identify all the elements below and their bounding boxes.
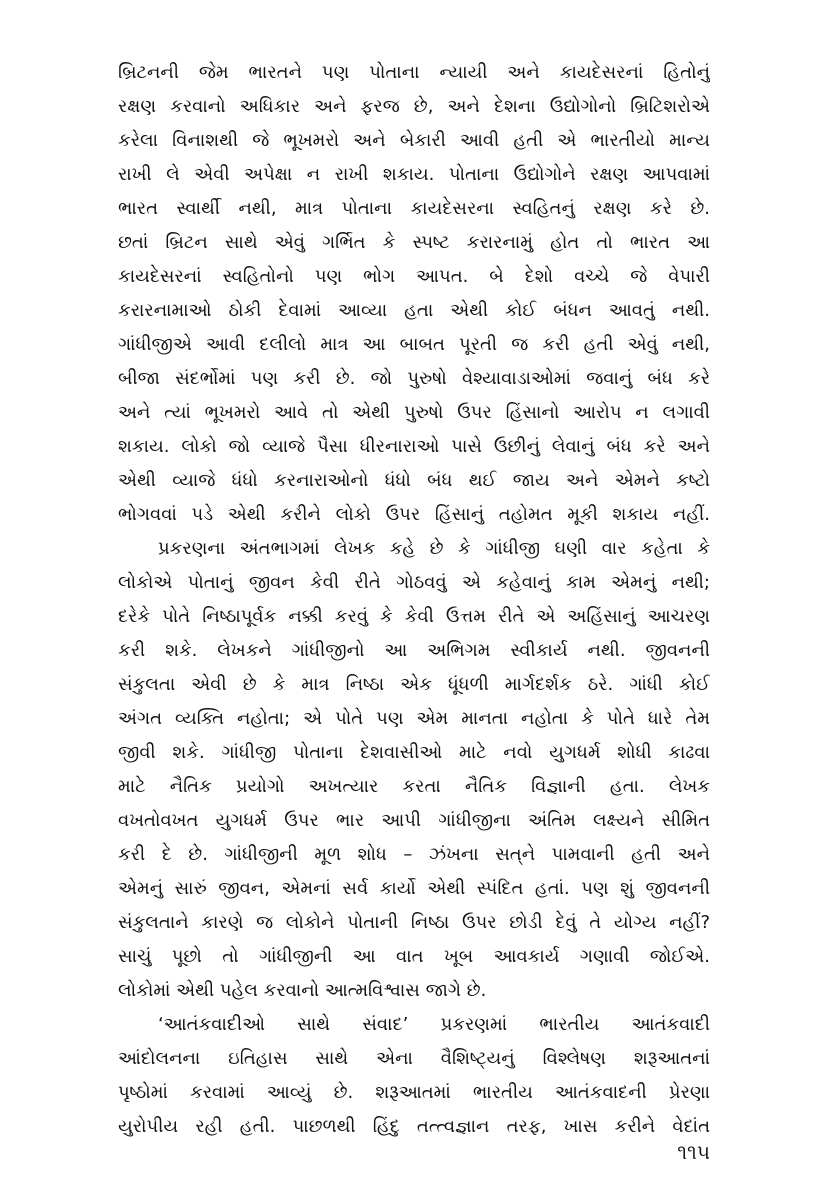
- text-line: સંકુલતા એવી છે કે માત્ર નિષ્ઠા એક ધૂંધળી માર્ગદર્શક ઠરે. ગાંધી કોઈ: [118, 674, 710, 695]
- text-line: શકાય. લોકો જો વ્યાજે પૈસા ધીરનારાઓ પાસે ઉછીનું લેવાનું બંધ કરે અને: [118, 436, 710, 457]
- paragraph-first-line: પ્રકરણના અંતભાગમાં લેખક કહે છે કે ગાંધીજી ઘણી વાર કહેતા કે: [158, 538, 710, 559]
- text-line: રક્ષણ કરવાનો અધિકાર અને ફરજ છે, અને દેશના ઉદ્યોગોનો બ્રિટિશરોએ: [118, 96, 710, 117]
- text-line: કાયદેસરનાં સ્વહિતોનો પણ ભોગ આપત. બે દેશો વચ્ચે જે વેપારી: [118, 266, 710, 287]
- text-line: આંદોલનના ઇતિહાસ સાથે એના વૈશિષ્ટ્યનું વિશ્લેષણ શરૂઆતનાં: [118, 1048, 710, 1069]
- text-line: સાચું પૂછો તો ગાંધીજીની આ વાત ખૂબ આવકાર્ય ગણાવી જોઈએ.: [118, 946, 710, 967]
- text-line: કરારનામાઓ ઠોકી દેવામાં આવ્યા હતા એથી કોઈ બંધન આવતું નથી.: [118, 300, 710, 321]
- text-line: સંકુલતાને કારણે જ લોકોને પોતાની નિષ્ઠા ઉપર છોડી દેવું તે યોગ્ય નહીં?: [118, 912, 710, 933]
- text-line: યુરોપીય રહી હતી. પાછળથી હિંદુ તત્ત્વજ્ઞાન તરફ, ખાસ કરીને વેદાંત: [118, 1116, 710, 1137]
- text-line: લોકોએ પોતાનું જીવન કેવી રીતે ગોઠવવું એ કહેવાનું કામ એમનું નથી;: [118, 572, 710, 593]
- text-line: વખતોવખત યુગધર્મ ઉપર ભાર આપી ગાંધીજીના અંતિમ લક્ષ્યને સીમિત: [118, 810, 710, 831]
- paragraph-last-line: લોકોમાં એથી પહેલ કરવાનો આત્મવિશ્વાસ જાગે છે.: [118, 980, 487, 1001]
- text-line: કરેલા વિનાશથી જે ભૂખમરો અને બેકારી આવી હતી એ ભારતીયો માન્ય: [118, 130, 710, 151]
- text-line: કરી શકે. લેખકને ગાંધીજીનો આ અભિગમ સ્વીકાર્ય નથી. જીવનની: [118, 640, 710, 661]
- text-line: ભોગવવાં પડે એથી કરીને લોકો ઉપર હિંસાનું તહોમત મૂકી શકાય નહીં.: [118, 504, 710, 525]
- text-line: કરી દે છે. ગાંધીજીની મૂળ શોધ – ઝંખના સત્‌ને પામવાની હતી અને: [118, 844, 710, 865]
- text-line: અંગત વ્યક્તિ નહોતા; એ પોતે પણ એમ માનતા નહોતા કે પોતે ધારે તેમ: [118, 708, 710, 729]
- text-line: બીજા સંદર્ભોમાં પણ કરી છે. જો પુરુષો વેશ્યાવાડાઓમાં જવાનું બંધ કરે: [118, 368, 710, 389]
- text-line: બ્રિટનની જેમ ભારતને પણ પોતાના ન્યાયી અને કાયદેસરનાં હિતોનું: [118, 62, 710, 83]
- text-line: ગાંધીજીએ આવી દલીલો માત્ર આ બાબત પૂરતી જ કરી હતી એવું નથી,: [118, 334, 710, 355]
- text-line: રાખી લે એવી અપેક્ષા ન રાખી શકાય. પોતાના ઉદ્યોગોને રક્ષણ આપવામાં: [118, 164, 710, 185]
- text-line: જીવી શકે. ગાંધીજી પોતાના દેશવાસીઓ માટે નવો યુગધર્મ શોધી કાઢવા: [118, 742, 710, 763]
- text-line: ભારત સ્વાર્થી નથી, માત્ર પોતાના કાયદેસરના સ્વહિતનું રક્ષણ કરે છે.: [118, 198, 710, 219]
- text-line: એમનું સારું જીવન, એમનાં સર્વ કાર્યો એથી સ્પંદિત હતાં. પણ શું જીવનની: [118, 878, 710, 899]
- text-line: છતાં બ્રિટન સાથે એવું ગર્ભિત કે સ્પષ્ટ કરારનામું હોત તો ભારત આ: [118, 232, 710, 253]
- text-line: અને ત્યાં ભૂખમરો આવે તો એથી પુરુષો ઉપર હિંસાનો આરોપ ન લગાવી: [118, 402, 710, 423]
- text-line: એથી વ્યાજે ધંધો કરનારાઓનો ધંધો બંધ થઈ જાય અને એમને કષ્ટો: [118, 470, 710, 491]
- text-line: પૃષ્ઠોમાં કરવામાં આવ્યું છે. શરૂઆતમાં ભારતીય આતંકવાદની પ્રેરણા: [118, 1082, 710, 1103]
- text-line: દરેકે પોતે નિષ્ઠાપૂર્વક નક્કી કરવું કે કેવી ઉત્તમ રીતે એ અહિંસાનું આચરણ: [118, 606, 710, 627]
- page-number: ૧૧૫: [677, 1140, 710, 1164]
- text-line: માટે નૈતિક પ્રયોગો અખત્યાર કરતા નૈતિક વિજ્ઞાની હતા. લેખક: [118, 776, 710, 797]
- paragraph-first-line: ‘આતંકવાદીઓ સાથે સંવાદ’ પ્રકરણમાં ભારતીય આતંકવાદી: [158, 1014, 710, 1035]
- body-text: [118, 56, 710, 1144]
